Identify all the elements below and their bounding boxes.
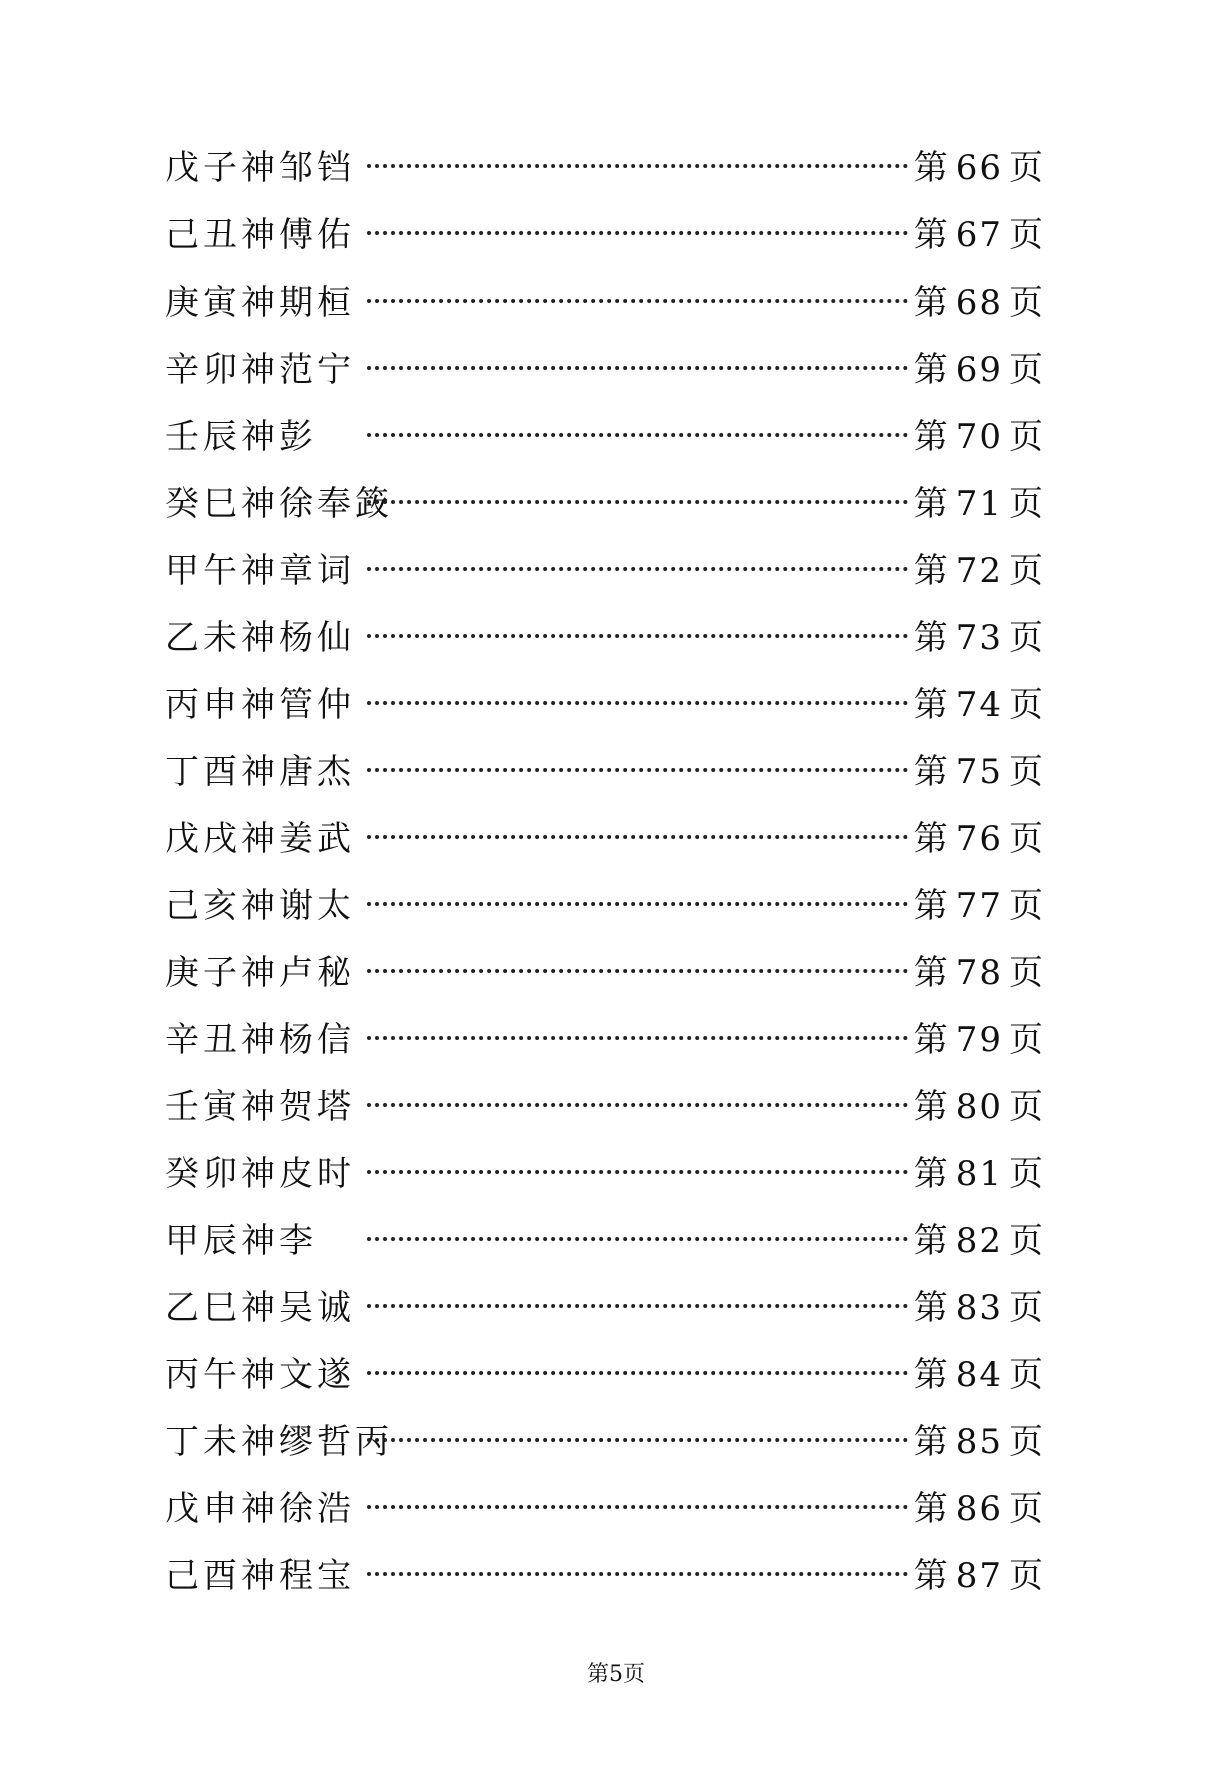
toc-entry-page: 第 75 页 (913, 751, 1045, 792)
toc-entry[interactable] (165, 539, 1045, 595)
toc-entry-title: 辛卯神范宁 (165, 349, 355, 390)
toc-entry-title: 庚子神卢秘 (165, 952, 355, 993)
toc-entry-title: 壬辰神彭 (165, 416, 317, 457)
dot-leader (367, 1170, 908, 1174)
toc-entry-title: 壬寅神贺塔 (165, 1086, 355, 1127)
dot-leader (367, 1438, 908, 1442)
toc-entry[interactable] (165, 338, 1045, 394)
dot-leader (367, 902, 908, 906)
dot-leader (367, 1237, 908, 1241)
toc-entry[interactable] (165, 673, 1045, 729)
toc-entry-title: 庚寅神期桓 (165, 282, 355, 323)
toc-entry-page: 第 74 页 (913, 684, 1045, 725)
toc-entry-page: 第 71 页 (913, 483, 1045, 524)
toc-entry-page: 第 79 页 (913, 1019, 1045, 1060)
toc-entry-page: 第 67 页 (913, 214, 1045, 255)
toc-entry-title: 乙未神杨仙 (165, 617, 355, 658)
toc-entry[interactable] (165, 1142, 1045, 1198)
toc-entry-title: 癸巳神徐奉䈣 (165, 483, 393, 524)
toc-entry[interactable] (165, 472, 1045, 528)
toc-entry-title: 己丑神傅佑 (165, 214, 355, 255)
toc-entry[interactable] (165, 606, 1045, 662)
page-number-footer: 第5页 (587, 1662, 645, 1687)
toc-entry-page: 第 80 页 (913, 1086, 1045, 1127)
toc-entry-title: 甲午神章词 (165, 550, 355, 591)
toc-entry[interactable] (165, 1209, 1045, 1265)
toc-entry[interactable] (165, 874, 1045, 930)
toc-entry-page: 第 81 页 (913, 1153, 1045, 1194)
dot-leader (367, 1103, 908, 1107)
toc-entry[interactable] (165, 1008, 1045, 1064)
toc-entry-title: 甲辰神李 (165, 1220, 317, 1261)
toc-entry-page: 第 70 页 (913, 416, 1045, 457)
toc-entry-title: 丁酉神唐杰 (165, 751, 355, 792)
toc-entry[interactable] (165, 1343, 1045, 1399)
toc-entry-page: 第 83 页 (913, 1287, 1045, 1328)
toc-entry-page: 第 78 页 (913, 952, 1045, 993)
toc-entry-page: 第 73 页 (913, 617, 1045, 658)
toc-entry-page: 第 72 页 (913, 550, 1045, 591)
dot-leader (367, 299, 908, 303)
toc-entry-title: 丁未神缪哲丙 (165, 1421, 393, 1462)
toc-entry-title: 戊子神邹铛 (165, 147, 355, 188)
toc-entry-page: 第 66 页 (913, 147, 1045, 188)
dot-leader (367, 634, 908, 638)
dot-leader (367, 366, 908, 370)
toc-entry-title: 丙申神管仲 (165, 684, 355, 725)
dot-leader (367, 1036, 908, 1040)
toc-entry-page: 第 68 页 (913, 282, 1045, 323)
toc-entry-page: 第 69 页 (913, 349, 1045, 390)
dot-leader (367, 835, 908, 839)
dot-leader (367, 500, 908, 504)
toc-entry[interactable] (165, 1477, 1045, 1533)
toc-entry-title: 戊申神徐浩 (165, 1488, 355, 1529)
dot-leader (367, 164, 908, 168)
dot-leader (367, 701, 908, 705)
dot-leader (367, 969, 908, 973)
toc-entry-page: 第 86 页 (913, 1488, 1045, 1529)
toc-entry[interactable] (165, 941, 1045, 997)
toc-entry[interactable] (165, 807, 1045, 863)
toc-entry-page: 第 87 页 (913, 1555, 1045, 1596)
toc-entry[interactable] (165, 136, 1045, 192)
toc-entry-page: 第 84 页 (913, 1354, 1045, 1395)
toc-entry-title: 丙午神文遂 (165, 1354, 355, 1395)
dot-leader (367, 768, 908, 772)
toc-entry[interactable] (165, 1075, 1045, 1131)
dot-leader (367, 433, 908, 437)
toc-entry-title: 辛丑神杨信 (165, 1019, 355, 1060)
toc-entry-title: 己酉神程宝 (165, 1555, 355, 1596)
toc-entry-title: 乙巳神吴诚 (165, 1287, 355, 1328)
toc-entry[interactable] (165, 405, 1045, 461)
dot-leader (367, 231, 908, 235)
toc-entry-title: 戊戌神姜武 (165, 818, 355, 859)
dot-leader (367, 567, 908, 571)
toc-entry[interactable] (165, 271, 1045, 327)
toc-entry[interactable] (165, 740, 1045, 796)
toc-entry-page: 第 85 页 (913, 1421, 1045, 1462)
toc-entry[interactable] (165, 1410, 1045, 1466)
toc-entry-title: 己亥神谢太 (165, 885, 355, 926)
toc-entry-page: 第 77 页 (913, 885, 1045, 926)
toc-entry-title: 癸卯神皮时 (165, 1153, 355, 1194)
toc-entry[interactable] (165, 203, 1045, 259)
dot-leader (367, 1371, 908, 1375)
dot-leader (367, 1304, 908, 1308)
toc-entry[interactable] (165, 1276, 1045, 1332)
dot-leader (367, 1505, 908, 1509)
toc-entry-page: 第 82 页 (913, 1220, 1045, 1261)
dot-leader (367, 1572, 908, 1576)
toc-entry[interactable] (165, 1544, 1045, 1600)
toc-entry-page: 第 76 页 (913, 818, 1045, 859)
